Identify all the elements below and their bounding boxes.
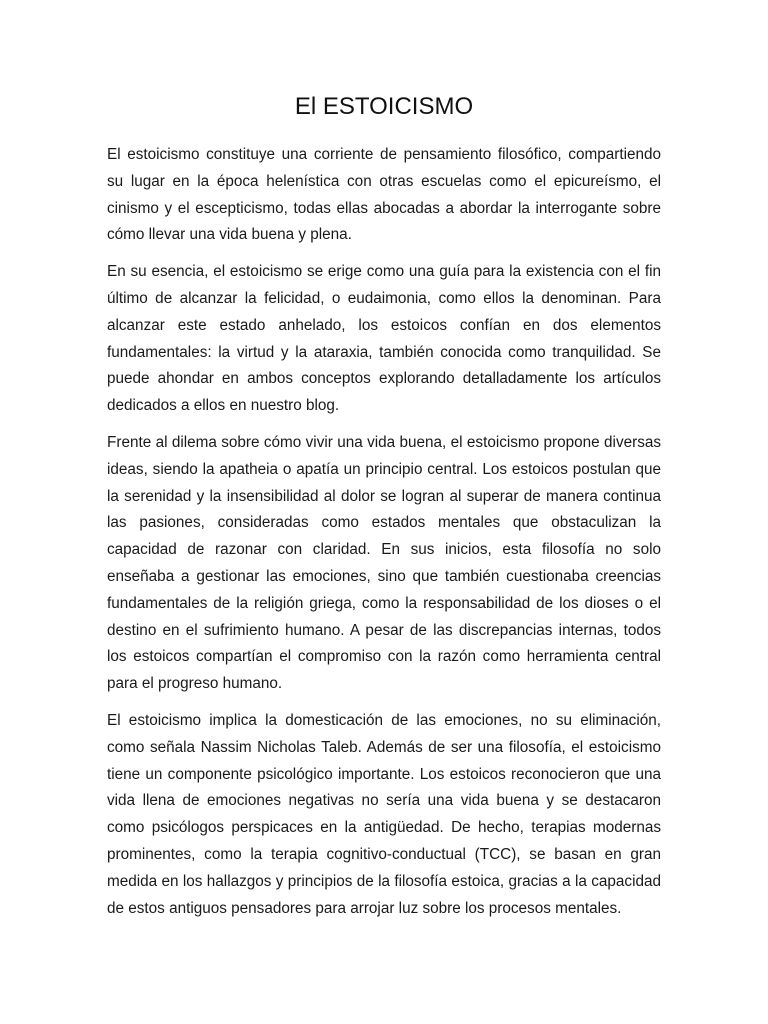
- paragraph-3: Frente al dilema sobre cómo vivir una vida buena, el estoicismo propone diversas ideas, siendo la apatheia o apatía un principio central. Los estoicos postulan que la serenidad y la insensibilidad al dolor se logran al superar de manera continua las pasiones, consideradas como estados mentales que obstaculizan la capacidad de razonar con claridad. En sus inicios, esta filosofía no solo enseñaba a gestionar las emociones, sino que también cuestionaba creencias fundamentales de la religión griega, como la responsabilidad de los dioses o el destino en el sufrimiento humano. A pesar de las discrepancias internas, todos los estoicos compartían el compromiso con la razón como herramienta central para el progreso humano.: [107, 433, 661, 693]
- document-body: [107, 142, 661, 932]
- paragraph-1: El estoicismo constituye una corriente de pensamiento filosófico, compartiendo su lugar en la época helenística con otras escuelas como el epicureísmo, el cinismo y el escepticismo, todas ellas abocadas a abordar la interrogante sobre cómo llevar una vida buena y plena.: [107, 146, 661, 244]
- document-title: El ESTOICISMO: [294, 93, 474, 120]
- paragraph-4: El estoicismo implica la domesticación de las emociones, no su eliminación, como señala Nassim Nicholas Taleb. Además de ser una filosofía, el estoicismo tiene un componente psicológico importante. Los estoicos reconocieron que una vida llena de emociones negativas no sería una vida buena y se destacaron como psicólogos perspicaces en la antigüedad. De hecho, terapias modernas prominentes, como la terapia cognitivo-conductual (TCC), se basan en gran medida en los hallazgos y principios de la filosofía estoica, gracias a la capacidad de estos antiguos pensadores para arrojar luz sobre los procesos mentales.: [107, 711, 661, 917]
- paragraph-2: En su esencia, el estoicismo se erige como una guía para la existencia con el fin último de alcanzar la felicidad, o eudaimonia, como ellos la denominan. Para alcanzar este estado anhelado, los estoicos confían en dos elementos fundamentales: la virtud y la ataraxia, también conocida como tranquilidad. Se puede ahondar en ambos conceptos explorando detalladamente los artículos dedicados a ellos en nuestro blog.: [107, 263, 661, 415]
